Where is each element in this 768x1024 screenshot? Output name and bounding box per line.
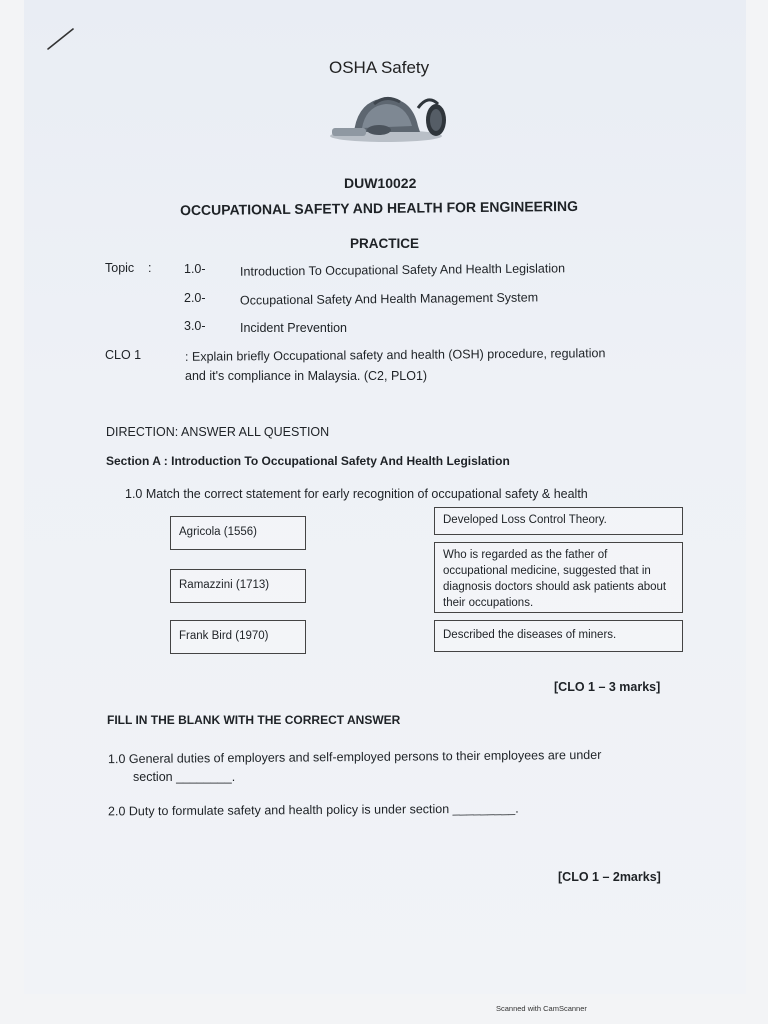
safety-helmet-logo-icon [324,86,449,146]
fill-marks: [CLO 1 – 2marks] [558,870,661,884]
scanner-watermark: Scanned with CamScanner [496,1004,587,1013]
match-right-loss-control: Developed Loss Control Theory. [434,507,683,535]
topic-text-1: Introduction To Occupational Safety And Health Legislation [239,261,566,279]
match-left-ramazzini: Ramazzini (1713) [170,569,306,603]
fill-question-1-line-2: section ________. [133,770,236,784]
pen-stroke-mark [46,26,76,52]
topic-text-2: Occupational Safety And Health Management System [239,290,539,308]
topic-label: Topic [105,261,135,275]
match-right-father-occupational-medicine: Who is regarded as the father of occupational medicine, suggested that in diagnosis doctors should ask patients about their occupations. [434,542,683,613]
topic-colon: : [148,261,152,275]
match-left-agricola: Agricola (1556) [170,516,306,550]
match-marks: [CLO 1 – 3 marks] [554,680,661,694]
course-title: OCCUPATIONAL SAFETY AND HEALTH FOR ENGINEERING [179,197,579,219]
topic-text-3: Incident Prevention [240,321,348,335]
clo-line-2: and it's compliance in Malaysia. (C2, PLO1) [185,369,428,383]
section-a-heading: Section A : Introduction To Occupational Safety And Health Legislation [106,454,510,468]
match-left-frank-bird: Frank Bird (1970) [170,620,306,654]
direction-text: DIRECTION: ANSWER ALL QUESTION [106,425,330,439]
topic-num-1: 1.0- [184,262,206,276]
fill-question-2: 2.0 Duty to formulate safety and health policy is under section _________. [107,801,519,819]
fill-heading: FILL IN THE BLANK WITH THE CORRECT ANSWER [107,713,401,727]
topic-num-2: 2.0- [184,291,206,305]
document-page [24,0,746,994]
match-question: 1.0 Match the correct statement for early recognition of occupational safety & health [125,487,588,501]
course-code: DUW10022 [344,175,417,191]
clo-line-1: : Explain briefly Occupational safety and health (OSH) procedure, regulation [184,346,606,364]
fill-question-1-line-1: 1.0 General duties of employers and self-employed persons to their employees are under [107,747,602,767]
topic-num-3: 3.0- [184,319,206,333]
clo-label: CLO 1 [105,348,142,362]
practice-heading: PRACTICE [350,236,420,251]
match-right-diseases-miners: Described the diseases of miners. [434,620,683,652]
document-title: OSHA Safety [329,58,430,77]
